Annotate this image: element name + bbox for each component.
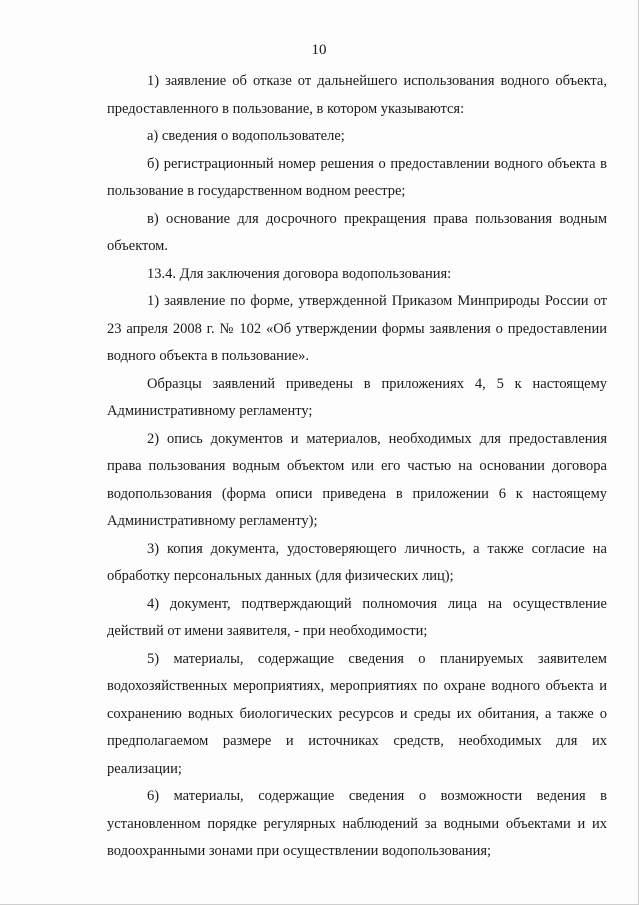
paragraph-application-form: 1) заявление по форме, утвержденной Приказом Минприроды России от 23 апреля 2008 г. № 102 «Об утверждении формы заявления о предоставлении водного объекта в пользование».	[107, 293, 607, 364]
paragraph-observations: 6) материалы, содержащие сведения о возможности ведения в установленном порядке регулярных наблюдений за водными объектами и их водоохранными зонами при осуществлении водопользования;	[107, 788, 607, 859]
paragraph-inventory: 2) опись документов и материалов, необходимых для предоставления права пользования водным объектом или его частью на основании договора водопользования (форма описи приведена в приложении 6 к настоящему Административному регламенту);	[107, 430, 607, 529]
paragraph-planned-measures: 5) материалы, содержащие сведения о планируемых заявителем водохозяйственных мероприятиях, мероприятиях по охране водного объекта и сохранению водных биологических ресурсов и среды их обитания, а также о предполагаемом размере и источниках средств, необходимых для их реализации;	[107, 650, 607, 777]
paragraph-section-13-4: 13.4. Для заключения договора водопользования:	[147, 265, 452, 282]
paragraph-identity-copy: 3) копия документа, удостоверяющего личность, а также согласие на обработку персональных данных (для физических лиц);	[107, 540, 607, 584]
paragraph-samples: Образцы заявлений приведены в приложениях 4, 5 к настоящему Административному регламенту;	[107, 375, 607, 419]
page-number: 10	[311, 42, 327, 58]
paragraph-item-v: в) основание для досрочного прекращения права пользования водным объектом.	[107, 210, 607, 254]
paragraph-authority-document: 4) документ, подтверждающий полномочия лица на осуществление действий от имени заявителя, - при необходимости;	[107, 595, 607, 639]
paragraph-refusal-application: 1) заявление об отказе от дальнейшего использования водного объекта, предоставленного в пользование, в котором указываются:	[107, 73, 607, 117]
paragraph-item-a: а) сведения о водопользователе;	[147, 128, 345, 144]
paragraph-item-b: б) регистрационный номер решения о предоставлении водного объекта в пользование в государственном водном реестре;	[107, 155, 607, 199]
document-body	[107, 68, 607, 866]
